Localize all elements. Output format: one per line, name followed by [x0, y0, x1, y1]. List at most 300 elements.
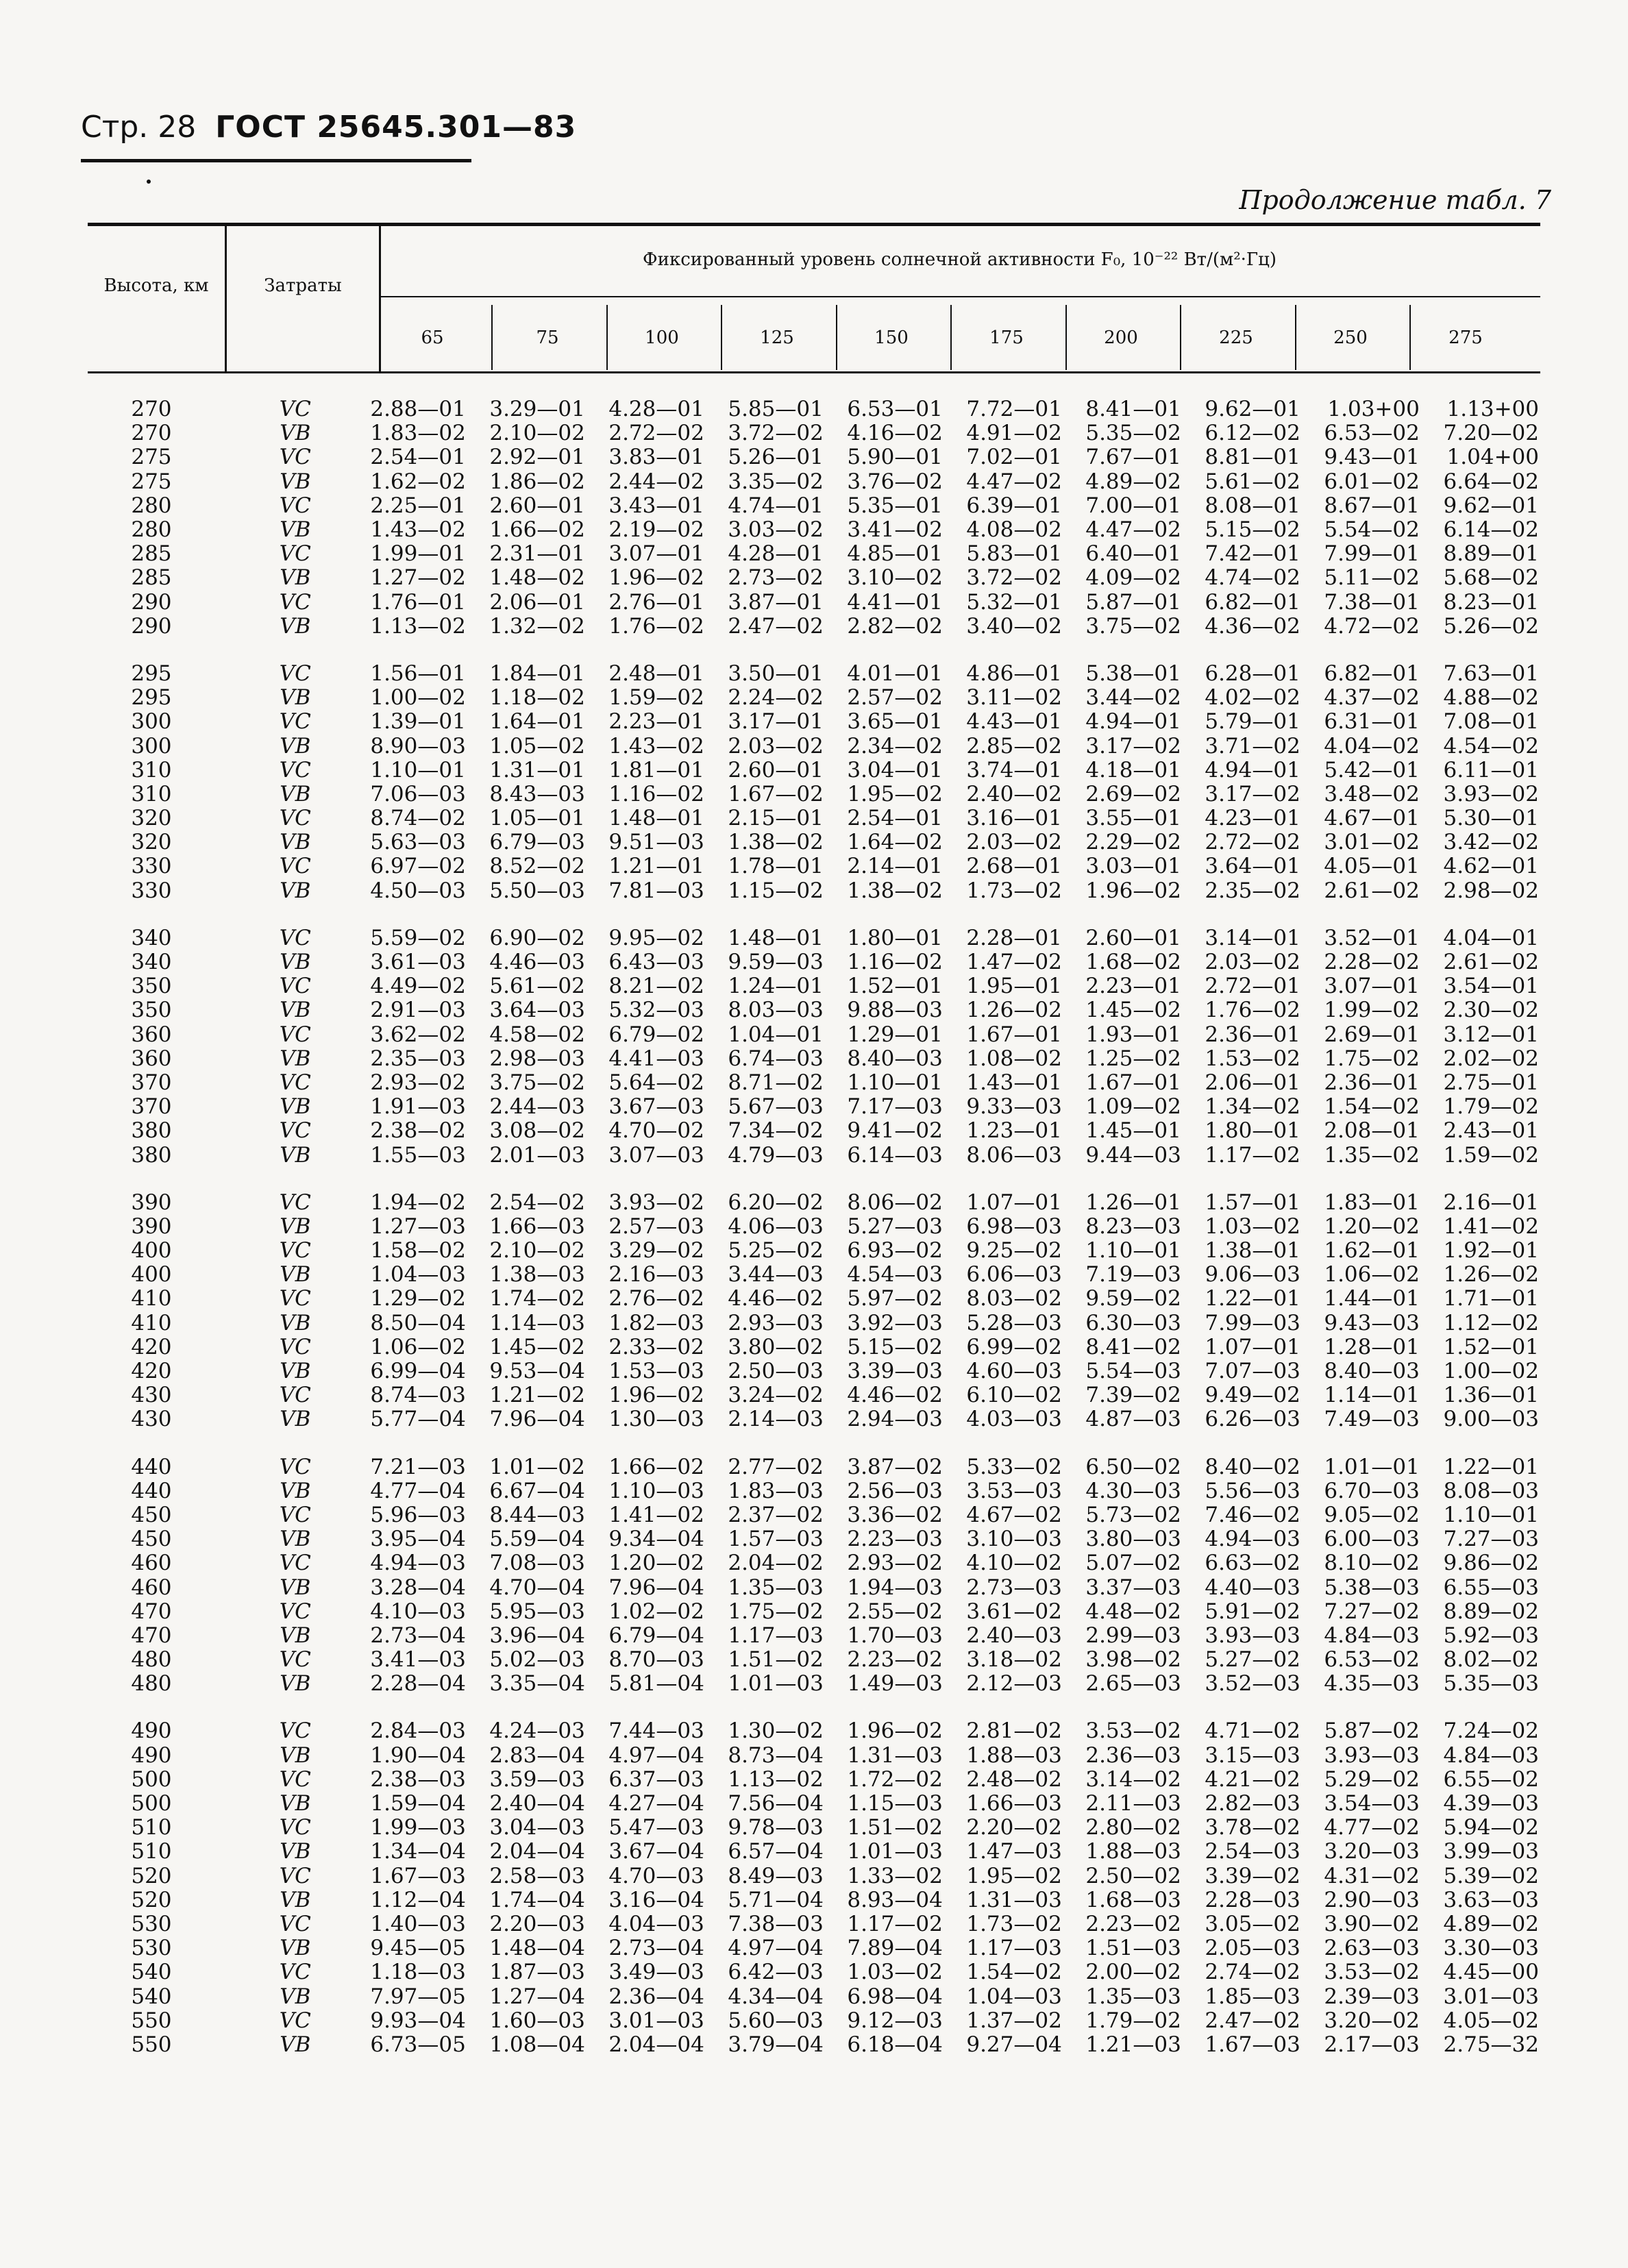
value-cell: 3.62—02	[370, 1022, 466, 1047]
column-altitude-label: Высота, км	[103, 275, 209, 296]
value-cell: 5.54—02	[1324, 517, 1420, 543]
table-row	[88, 1479, 1540, 1503]
group-spacer	[88, 639, 1540, 662]
value-cell: 1.36—01	[1443, 1383, 1539, 1408]
value-cell: 2.31—01	[489, 541, 585, 567]
table-row	[88, 1287, 1540, 1311]
value-cell: 2.04—02	[728, 1551, 824, 1576]
value-cell: 3.72—02	[728, 421, 824, 446]
value-cell: 4.71—02	[1205, 1718, 1300, 1744]
value-cell: 7.81—03	[608, 878, 704, 903]
value-cell: 4.46—03	[489, 950, 585, 975]
value-cell: 4.79—03	[728, 1142, 824, 1168]
value-cell: 1.54—02	[1324, 1094, 1420, 1120]
value-cell: 1.53—03	[608, 1359, 704, 1384]
value-cell: 2.50—02	[1085, 1863, 1181, 1888]
value-cell: 4.97—04	[608, 1742, 704, 1768]
value-cell: 1.55—03	[370, 1142, 466, 1168]
value-cell: 2.36—03	[1085, 1742, 1181, 1768]
altitude-cell: 400	[131, 1238, 172, 1264]
value-cell: 1.34—02	[1205, 1094, 1300, 1120]
value-cell: 1.48—01	[608, 806, 704, 831]
value-cell: 7.00—01	[1085, 493, 1181, 518]
value-cell: 1.96—02	[847, 1718, 943, 1744]
value-cell: 3.93—03	[1205, 1623, 1300, 1648]
value-cell: 3.71—02	[1205, 733, 1300, 759]
value-cell: 3.03—02	[728, 517, 824, 543]
altitude-cell: 295	[131, 661, 172, 686]
value-cell: 4.84—03	[1324, 1623, 1420, 1648]
value-cell: 2.08—01	[1324, 1118, 1420, 1144]
value-cell: 5.39—02	[1443, 1863, 1539, 1888]
value-cell: 6.79—02	[608, 1022, 704, 1047]
type-cell: VB	[280, 950, 311, 975]
value-cell: 3.10—03	[966, 1527, 1062, 1552]
value-cell: 3.10—02	[847, 565, 943, 591]
value-cell: 1.10—01	[370, 757, 466, 782]
value-cell: 3.61—02	[966, 1599, 1062, 1624]
altitude-cell: 540	[131, 1960, 172, 1985]
table-row	[88, 1912, 1540, 1936]
value-cell: 3.30—03	[1443, 1936, 1539, 1961]
value-cell: 2.16—01	[1443, 1190, 1539, 1215]
value-cell: 1.33—02	[847, 1863, 943, 1888]
value-cell: 1.87—03	[489, 1960, 585, 1985]
value-cell: 6.99—04	[370, 1359, 466, 1384]
value-cell: 1.73—02	[966, 1911, 1062, 1936]
value-cell: 9.62—01	[1443, 493, 1539, 518]
value-cell: 1.54—02	[966, 1960, 1062, 1985]
value-cell: 1.35—03	[728, 1575, 824, 1600]
value-cell: 2.94—03	[847, 1407, 943, 1432]
value-cell: 5.68—02	[1443, 565, 1539, 591]
value-cell: 1.43—01	[966, 1070, 1062, 1095]
group-spacer	[88, 903, 1540, 926]
value-cell: 1.22—01	[1205, 1286, 1300, 1311]
value-cell: 5.25—02	[728, 1238, 824, 1264]
value-cell: 2.38—02	[370, 1118, 466, 1144]
table-row	[88, 421, 1540, 445]
value-cell: 7.21—03	[370, 1454, 466, 1479]
value-cell: 4.04—02	[1324, 733, 1420, 759]
table-row	[88, 1600, 1540, 1624]
value-cell: 2.34—02	[847, 733, 943, 759]
value-cell: 6.42—03	[728, 1960, 824, 1985]
value-cell: 1.29—02	[370, 1286, 466, 1311]
altitude-cell: 520	[131, 1887, 172, 1912]
value-cell: 1.83—03	[728, 1478, 824, 1503]
value-cell: 2.48—02	[966, 1766, 1062, 1792]
value-cell: 1.29—01	[847, 1022, 943, 1047]
value-cell: 4.41—01	[847, 589, 943, 615]
value-cell: 3.16—04	[608, 1887, 704, 1912]
value-cell: 3.01—02	[1324, 830, 1420, 855]
value-cell: 4.39—03	[1443, 1791, 1539, 1816]
value-cell: 2.40—03	[966, 1623, 1062, 1648]
value-cell: 6.70—03	[1324, 1478, 1420, 1503]
value-cell: 7.99—03	[1205, 1310, 1300, 1335]
value-cell: 3.76—02	[847, 469, 943, 494]
value-cell: 1.59—04	[370, 1791, 466, 1816]
value-cell: 2.40—02	[966, 781, 1062, 806]
value-cell: 2.44—03	[489, 1094, 585, 1120]
value-cell: 3.80—03	[1085, 1527, 1181, 1552]
value-cell: 1.05—02	[489, 733, 585, 759]
value-cell: 1.95—02	[847, 781, 943, 806]
value-cell: 2.28—04	[370, 1671, 466, 1697]
value-cell: 8.74—02	[370, 806, 466, 831]
value-cell: 8.89—01	[1443, 541, 1539, 567]
value-cell: 2.25—01	[370, 493, 466, 518]
value-cell: 1.66—02	[489, 517, 585, 543]
value-cell: 3.29—01	[489, 397, 585, 422]
value-cell: 2.28—03	[1205, 1887, 1300, 1912]
altitude-cell: 320	[131, 806, 172, 831]
value-cell: 1.21—01	[608, 854, 704, 879]
value-cell: 1.05—01	[489, 806, 585, 831]
type-cell: VB	[280, 1046, 311, 1071]
value-cell: 3.53—03	[966, 1478, 1062, 1503]
value-cell: 2.03—02	[966, 830, 1062, 855]
value-cell: 1.80—01	[847, 925, 943, 950]
value-cell: 3.80—02	[728, 1334, 824, 1359]
value-cell: 9.93—04	[370, 2008, 466, 2033]
value-cell: 1.99—02	[1324, 998, 1420, 1023]
value-cell: 1.24—01	[728, 974, 824, 999]
value-cell: 6.55—03	[1443, 1575, 1539, 1600]
value-cell: 1.91—03	[370, 1094, 466, 1120]
value-cell: 3.93—03	[1324, 1742, 1420, 1768]
altitude-cell: 330	[131, 878, 172, 903]
value-cell: 2.36—01	[1324, 1070, 1420, 1095]
value-cell: 8.43—03	[489, 781, 585, 806]
value-cell: 8.49—03	[728, 1863, 824, 1888]
value-cell: 3.07—01	[1324, 974, 1420, 999]
value-cell: 4.70—04	[489, 1575, 585, 1600]
value-cell: 3.78—02	[1205, 1815, 1300, 1840]
type-cell: VC	[279, 1647, 311, 1673]
value-cell: 1.93—01	[1085, 1022, 1181, 1047]
value-cell: 8.03—02	[966, 1286, 1062, 1311]
type-cell: VC	[279, 1118, 311, 1144]
value-cell: 2.93—02	[847, 1551, 943, 1576]
value-cell: 2.23—02	[1085, 1911, 1181, 1936]
table-row	[88, 662, 1540, 686]
value-cell: 3.83—01	[608, 445, 704, 470]
value-cell: 2.54—03	[1205, 1839, 1300, 1864]
value-cell: 3.52—03	[1205, 1671, 1300, 1697]
value-cell: 2.63—03	[1324, 1936, 1420, 1961]
altitude-cell: 290	[131, 613, 172, 639]
value-cell: 6.93—02	[847, 1238, 943, 1264]
standard-code: ГОСТ 25645.301—83	[215, 110, 577, 145]
value-cell: 1.74—04	[489, 1887, 585, 1912]
value-cell: 1.07—01	[966, 1190, 1062, 1215]
table-row	[88, 1864, 1540, 1888]
value-cell: 3.87—02	[847, 1454, 943, 1479]
value-cell: 1.45—02	[1085, 998, 1181, 1023]
level-label: 100	[645, 328, 679, 348]
value-cell: 3.39—02	[1205, 1863, 1300, 1888]
table-row	[88, 1575, 1540, 1599]
value-cell: 3.93—02	[1443, 781, 1539, 806]
value-cell: 3.35—04	[489, 1671, 585, 1697]
value-cell: 5.29—02	[1324, 1766, 1420, 1792]
value-cell: 8.06—03	[966, 1142, 1062, 1168]
value-cell: 1.06—02	[1324, 1262, 1420, 1287]
table-row	[88, 591, 1540, 615]
altitude-cell: 270	[131, 421, 172, 446]
value-cell: 4.54—02	[1443, 733, 1539, 759]
value-cell: 6.82—01	[1205, 589, 1300, 615]
value-cell: 2.15—01	[728, 806, 824, 831]
value-cell: 4.28—01	[608, 397, 704, 422]
value-cell: 2.68—01	[966, 854, 1062, 879]
value-cell: 9.27—04	[966, 2032, 1062, 2057]
value-cell: 4.58—02	[489, 1022, 585, 1047]
level-label: 175	[989, 328, 1024, 348]
value-cell: 2.74—02	[1205, 1960, 1300, 1985]
table-row	[88, 1816, 1540, 1840]
altitude-cell: 500	[131, 1766, 172, 1792]
data-table	[88, 397, 1540, 2057]
value-cell: 8.73—04	[728, 1742, 824, 1768]
value-cell: 1.86—02	[489, 469, 585, 494]
value-cell: 1.94—03	[847, 1575, 943, 1600]
value-cell: 3.90—02	[1324, 1911, 1420, 1936]
value-cell: 1.22—01	[1443, 1454, 1539, 1479]
type-cell: VC	[279, 493, 311, 518]
value-cell: 1.28—01	[1324, 1334, 1420, 1359]
table-row	[88, 806, 1540, 830]
type-cell: VB	[280, 1310, 311, 1335]
value-cell: 4.37—02	[1324, 685, 1420, 711]
value-cell: 1.21—02	[489, 1383, 585, 1408]
value-cell: 4.49—02	[370, 974, 466, 999]
type-cell: VC	[279, 1766, 311, 1792]
value-cell: 6.14—03	[847, 1142, 943, 1168]
type-cell: VB	[280, 1527, 311, 1552]
value-cell: 8.70—03	[608, 1647, 704, 1673]
value-cell: 2.39—03	[1324, 1984, 1420, 2009]
type-cell: VC	[279, 806, 311, 831]
value-cell: 5.67—03	[728, 1094, 824, 1120]
value-cell: 1.10—03	[608, 1478, 704, 1503]
value-cell: 4.67—01	[1324, 806, 1420, 831]
value-cell: 1.06—02	[370, 1334, 466, 1359]
table-row	[88, 998, 1540, 1022]
value-cell: 1.38—02	[847, 878, 943, 903]
header-bottom-rule	[88, 371, 1540, 373]
value-cell: 9.43—03	[1324, 1310, 1420, 1335]
altitude-cell: 520	[131, 1863, 172, 1888]
value-cell: 1.70—03	[847, 1623, 943, 1648]
type-cell: VC	[279, 589, 311, 615]
value-cell: 3.20—03	[1324, 1839, 1420, 1864]
table-row	[88, 1047, 1540, 1071]
value-cell: 3.75—02	[1085, 613, 1181, 639]
value-cell: 6.98—03	[966, 1213, 1062, 1239]
value-cell: 4.77—04	[370, 1478, 466, 1503]
value-cell: 1.79—02	[1443, 1094, 1539, 1120]
value-cell: 1.95—02	[966, 1863, 1062, 1888]
type-cell: VB	[280, 1984, 311, 2009]
value-cell: 1.84—01	[489, 661, 585, 686]
value-cell: 1.31—01	[489, 757, 585, 782]
value-cell: 1.17—02	[847, 1911, 943, 1936]
type-cell: VB	[280, 1936, 311, 1961]
value-cell: 1.03—02	[1205, 1213, 1300, 1239]
value-cell: 1.38—02	[728, 830, 824, 855]
value-cell: 6.67—04	[489, 1478, 585, 1503]
value-cell: 1.79—02	[1085, 2008, 1181, 2033]
value-cell: 5.77—04	[370, 1407, 466, 1432]
value-cell: 8.10—02	[1324, 1551, 1420, 1576]
value-cell: 7.17—03	[847, 1094, 943, 1120]
value-cell: 3.40—02	[966, 613, 1062, 639]
value-cell: 1.76—02	[1205, 998, 1300, 1023]
altitude-cell: 310	[131, 757, 172, 782]
value-cell: 3.75—02	[489, 1070, 585, 1095]
value-cell: 4.08—02	[966, 517, 1062, 543]
value-cell: 4.74—01	[728, 493, 824, 518]
value-cell: 4.94—03	[1205, 1527, 1300, 1552]
table-row	[88, 518, 1540, 542]
value-cell: 1.78—01	[728, 854, 824, 879]
value-cell: 3.07—03	[608, 1142, 704, 1168]
value-cell: 1.96—02	[1085, 878, 1181, 903]
value-cell: 2.19—02	[608, 517, 704, 543]
value-cell: 4.46—02	[847, 1383, 943, 1408]
value-cell: 2.04—04	[489, 1839, 585, 1864]
value-cell: 8.21—02	[608, 974, 704, 999]
value-cell: 3.95—04	[370, 1527, 466, 1552]
table-row	[88, 1383, 1540, 1407]
value-cell: 6.99—02	[966, 1334, 1062, 1359]
value-cell: 7.19—03	[1085, 1262, 1181, 1287]
value-cell: 5.38—01	[1085, 661, 1181, 686]
altitude-cell: 280	[131, 493, 172, 518]
value-cell: 8.44—03	[489, 1502, 585, 1527]
table-row	[88, 1744, 1540, 1768]
value-cell: 7.96—04	[489, 1407, 585, 1432]
altitude-cell: 410	[131, 1286, 172, 1311]
page-number: Стр. 28	[81, 110, 197, 145]
value-cell: 1.53—02	[1205, 1046, 1300, 1071]
value-cell: 3.28—04	[370, 1575, 466, 1600]
value-cell: 1.10—01	[1085, 1238, 1181, 1264]
value-cell: 1.64—02	[847, 830, 943, 855]
value-cell: 1.72—02	[847, 1766, 943, 1792]
value-cell: 1.32—02	[489, 613, 585, 639]
value-cell: 4.41—03	[608, 1046, 704, 1071]
value-cell: 7.72—01	[966, 397, 1062, 422]
value-cell: 3.15—03	[1205, 1742, 1300, 1768]
value-cell: 5.87—01	[1085, 589, 1181, 615]
value-cell: 6.28—01	[1205, 661, 1300, 686]
value-cell: 1.82—03	[608, 1310, 704, 1335]
value-cell: 6.53—01	[847, 397, 943, 422]
table-row	[88, 542, 1540, 566]
value-cell: 5.97—02	[847, 1286, 943, 1311]
value-cell: 3.96—04	[489, 1623, 585, 1648]
value-cell: 1.59—02	[608, 685, 704, 711]
value-cell: 1.27—02	[370, 565, 466, 591]
value-cell: 1.04+00	[1446, 445, 1539, 470]
altitude-cell: 460	[131, 1575, 172, 1600]
subheader-rule	[379, 296, 1540, 297]
column-type-label: Затраты	[264, 275, 342, 296]
value-cell: 1.57—03	[728, 1527, 824, 1552]
value-cell: 2.93—02	[370, 1070, 466, 1095]
value-cell: 7.56—04	[728, 1791, 824, 1816]
value-cell: 2.35—03	[370, 1046, 466, 1071]
value-cell: 1.00—02	[1443, 1359, 1539, 1384]
value-cell: 3.01—03	[1443, 1984, 1539, 2009]
value-cell: 1.76—02	[608, 613, 704, 639]
type-cell: VC	[279, 925, 311, 950]
value-cell: 9.95—02	[608, 925, 704, 950]
table-row	[88, 854, 1540, 878]
altitude-cell: 440	[131, 1454, 172, 1479]
value-cell: 4.10—03	[370, 1599, 466, 1624]
value-cell: 3.59—03	[489, 1766, 585, 1792]
altitude-cell: 320	[131, 830, 172, 855]
value-cell: 6.30—03	[1085, 1310, 1181, 1335]
page-header	[81, 110, 576, 145]
value-cell: 4.24—03	[489, 1718, 585, 1744]
value-cell: 2.93—03	[728, 1310, 824, 1335]
value-cell: 2.81—02	[966, 1718, 1062, 1744]
value-cell: 1.04—01	[728, 1022, 824, 1047]
group-spacer	[88, 1168, 1540, 1191]
value-cell: 1.26—02	[1443, 1262, 1539, 1287]
value-cell: 5.59—04	[489, 1527, 585, 1552]
value-cell: 2.57—02	[847, 685, 943, 711]
value-cell: 3.03—01	[1085, 854, 1181, 879]
value-cell: 1.66—03	[489, 1213, 585, 1239]
value-cell: 1.58—02	[370, 1238, 466, 1264]
value-cell: 4.60—03	[966, 1359, 1062, 1384]
value-cell: 1.35—02	[1324, 1142, 1420, 1168]
altitude-cell: 430	[131, 1383, 172, 1408]
value-cell: 6.53—02	[1324, 1647, 1420, 1673]
value-cell: 3.64—01	[1205, 854, 1300, 879]
table-row	[88, 1023, 1540, 1047]
value-cell: 1.26—01	[1085, 1190, 1181, 1215]
value-cell: 2.75—32	[1443, 2032, 1539, 2057]
value-cell: 1.51—02	[847, 1815, 943, 1840]
altitude-cell: 280	[131, 517, 172, 543]
value-cell: 8.93—04	[847, 1887, 943, 1912]
altitude-cell: 500	[131, 1791, 172, 1816]
value-cell: 4.94—01	[1085, 709, 1181, 735]
value-cell: 1.27—04	[489, 1984, 585, 2009]
altitude-cell: 380	[131, 1142, 172, 1168]
value-cell: 5.96—03	[370, 1502, 466, 1527]
value-cell: 2.23—01	[1085, 974, 1181, 999]
value-cell: 5.63—03	[370, 830, 466, 855]
type-cell: VC	[279, 1718, 311, 1744]
value-cell: 1.09—02	[1085, 1094, 1181, 1120]
altitude-cell: 550	[131, 2032, 172, 2057]
value-cell: 7.63—01	[1443, 661, 1539, 686]
type-cell: VB	[280, 1094, 311, 1120]
value-cell: 2.60—01	[728, 757, 824, 782]
value-cell: 1.16—02	[847, 950, 943, 975]
value-cell: 1.67—02	[728, 781, 824, 806]
value-cell: 4.18—01	[1085, 757, 1181, 782]
